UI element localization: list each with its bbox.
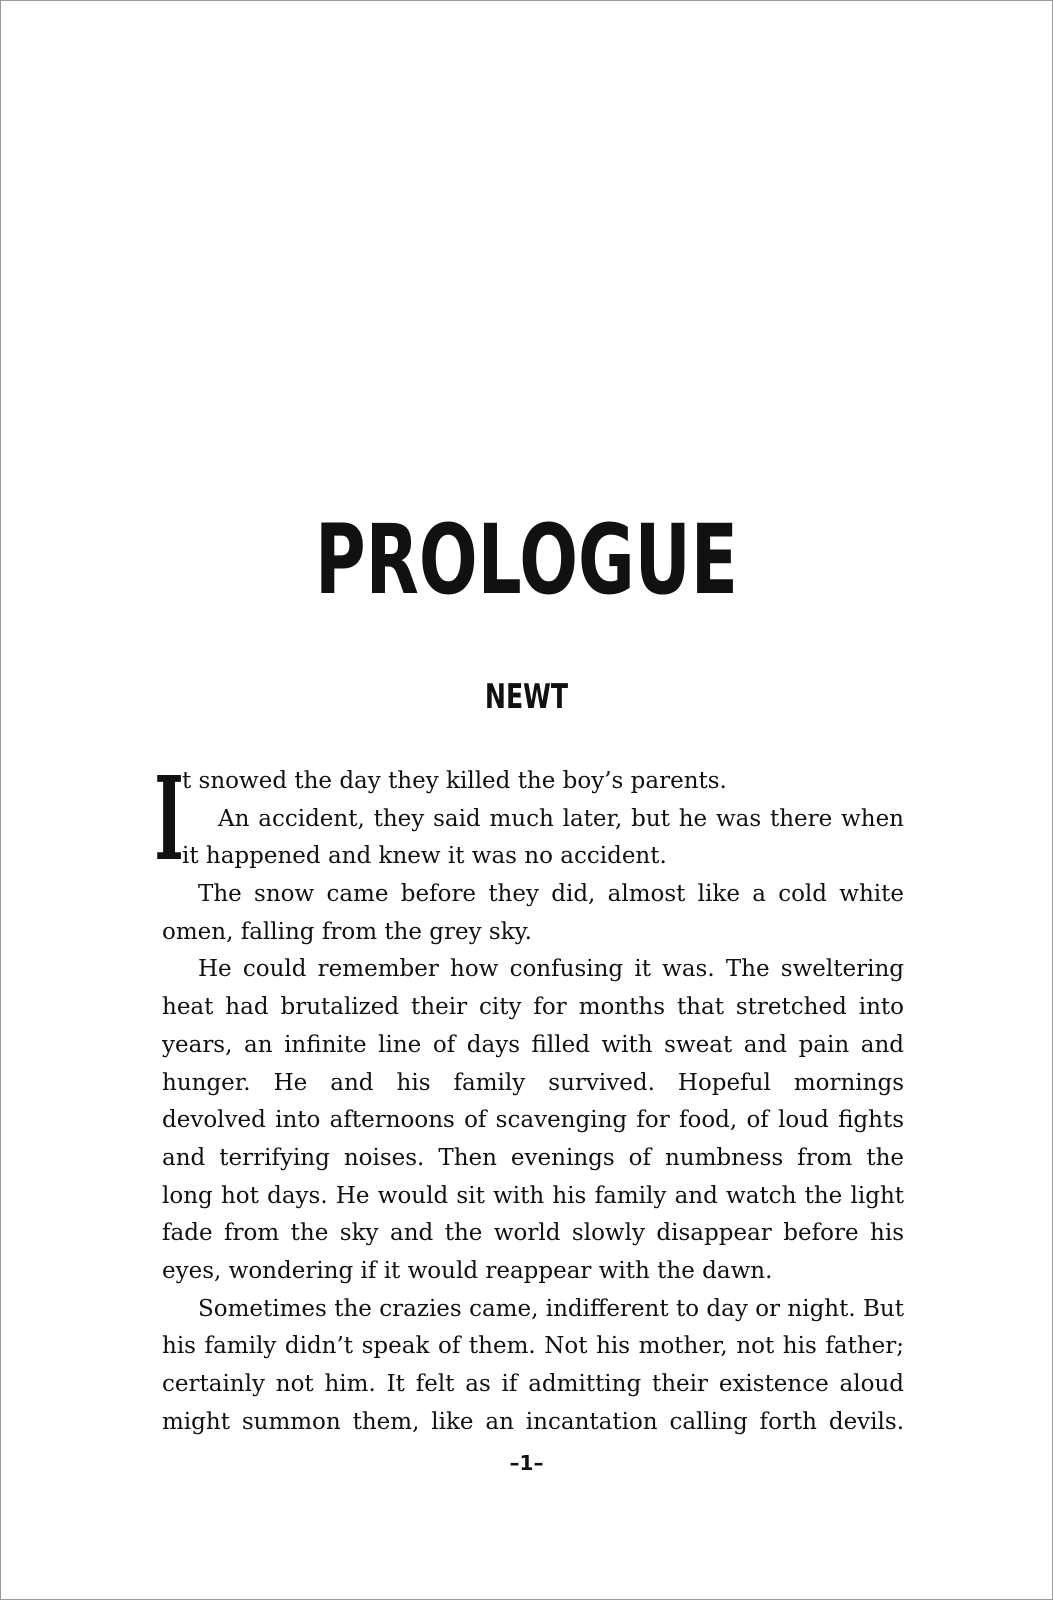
chapter-subtitle: NEWT: [484, 677, 569, 717]
body-line: might summon them, like an incantation calling forth devils.: [162, 1408, 904, 1435]
body-line: An accident, they said much later, but he was there when: [218, 805, 904, 832]
body-line: and terrifying noises. Then evenings of numbness from the: [162, 1144, 904, 1171]
body-line: devolved into afternoons of scavenging for food, of loud fights: [162, 1107, 904, 1134]
body-line: long hot days. He would sit with his family and watch the light: [162, 1182, 904, 1209]
body-line: omen, falling from the grey sky.: [162, 918, 532, 945]
body-line: hunger. He and his family survived. Hopeful mornings: [162, 1069, 904, 1096]
body-text: [162, 763, 904, 1441]
body-line: certainly not him. It felt as if admitting their existence aloud: [162, 1371, 904, 1397]
body-line: He could remember how confusing it was. The sweltering: [198, 956, 904, 983]
body-line: eyes, wondering if it would reappear with the dawn.: [162, 1257, 773, 1284]
body-line: fade from the sky and the world slowly disappear before his: [162, 1220, 904, 1247]
body-line: his family didn’t speak of them. Not his mother, not his father;: [162, 1333, 904, 1360]
drop-cap-letter: I: [154, 752, 184, 887]
page-number: –1–: [509, 1451, 544, 1475]
body-line: years, an infinite line of days filled with sweat and pain and: [162, 1031, 904, 1058]
body-line: Sometimes the crazies came, indifferent to day or night. But: [198, 1295, 904, 1322]
body-line: t snowed the day they killed the boy’s parents.: [182, 768, 727, 794]
chapter-title: PROLOGUE: [314, 504, 739, 616]
body-line: it happened and knew it was no accident.: [182, 843, 667, 870]
body-line: The snow came before they did, almost like a cold white: [198, 881, 904, 908]
body-line: heat had brutalized their city for months that stretched into: [162, 994, 904, 1021]
